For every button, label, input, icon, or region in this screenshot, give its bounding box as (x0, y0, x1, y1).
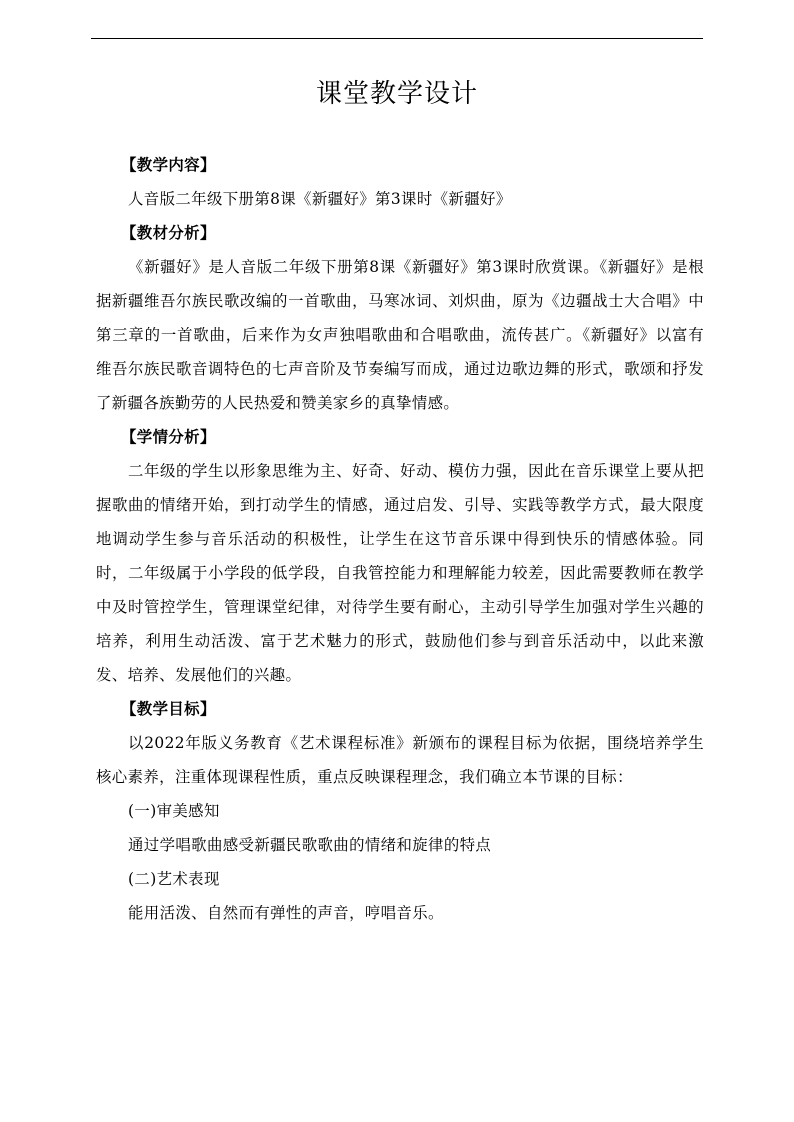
goal-item-1-text: 通过学唱歌曲感受新疆民歌歌曲的情绪和旋律的特点 (128, 836, 492, 854)
section-heading-goals: 【教学目标】 (121, 700, 216, 718)
document-body (96, 148, 704, 930)
goals-intro-paragraph: 以2022年版义务教育《艺术课程标准》新颁布的课程目标为依据，围绕培养学生核心素养，注重体现课程性质，重点反映课程理念，我们确立本节课的目标： (96, 734, 704, 786)
content-text: 人音版二年级下册第8课《新疆好》第3课时《新疆好》 (128, 190, 512, 208)
page-title: 课堂教学设计 (315, 79, 478, 109)
section-heading-students: 【学情分析】 (121, 428, 216, 446)
goal-item-2-text: 能用活泼、自然而有弹性的声音，哼唱音乐。 (128, 904, 444, 922)
section-heading-material: 【教材分析】 (121, 224, 216, 242)
section-heading-content: 【教学内容】 (121, 156, 216, 174)
students-paragraph: 二年级的学生以形象思维为主、好奇、好动、模仿力强，因此在音乐课堂上要从把握歌曲的情绪开始，到打动学生的情感，通过启发、引导、实践等教学方式，最大限度地调动学生参与音乐活动的积极性，让学生在这节音乐课中得到快乐的情感体验。同时，二年级属于小学段的低学段，自我管控能力和理解能力较差，因此需要教师在教学中及时管控学生，管理课堂纪律，对待学生要有耐心，主动引导学生加强对学生兴趣的培养，利用生动活泼、富于艺术魅力的形式，鼓励他们参与到音乐活动中，以此来激发、培养、发展他们的兴趣。 (96, 462, 704, 684)
goal-item-1-label: (一)审美感知 (128, 802, 220, 820)
material-paragraph: 《新疆好》是人音版二年级下册第8课《新疆好》第3课时欣赏课。《新疆好》是根据新疆维吾尔族民歌改编的一首歌曲，马寒冰词、刘炽曲，原为《边疆战士大合唱》中第三章的一首歌曲，后来作为女声独唱歌曲和合唱歌曲，流传甚广。《新疆好》以富有维吾尔族民歌音调特色的七声音阶及节奏编写而成，通过边歌边舞的形式，歌颂和抒发了新疆各族勤劳的人民热爱和赞美家乡的真挚情感。 (96, 258, 704, 412)
header-rule (91, 38, 703, 39)
goal-item-2-label: (二)艺术表现 (128, 870, 220, 888)
